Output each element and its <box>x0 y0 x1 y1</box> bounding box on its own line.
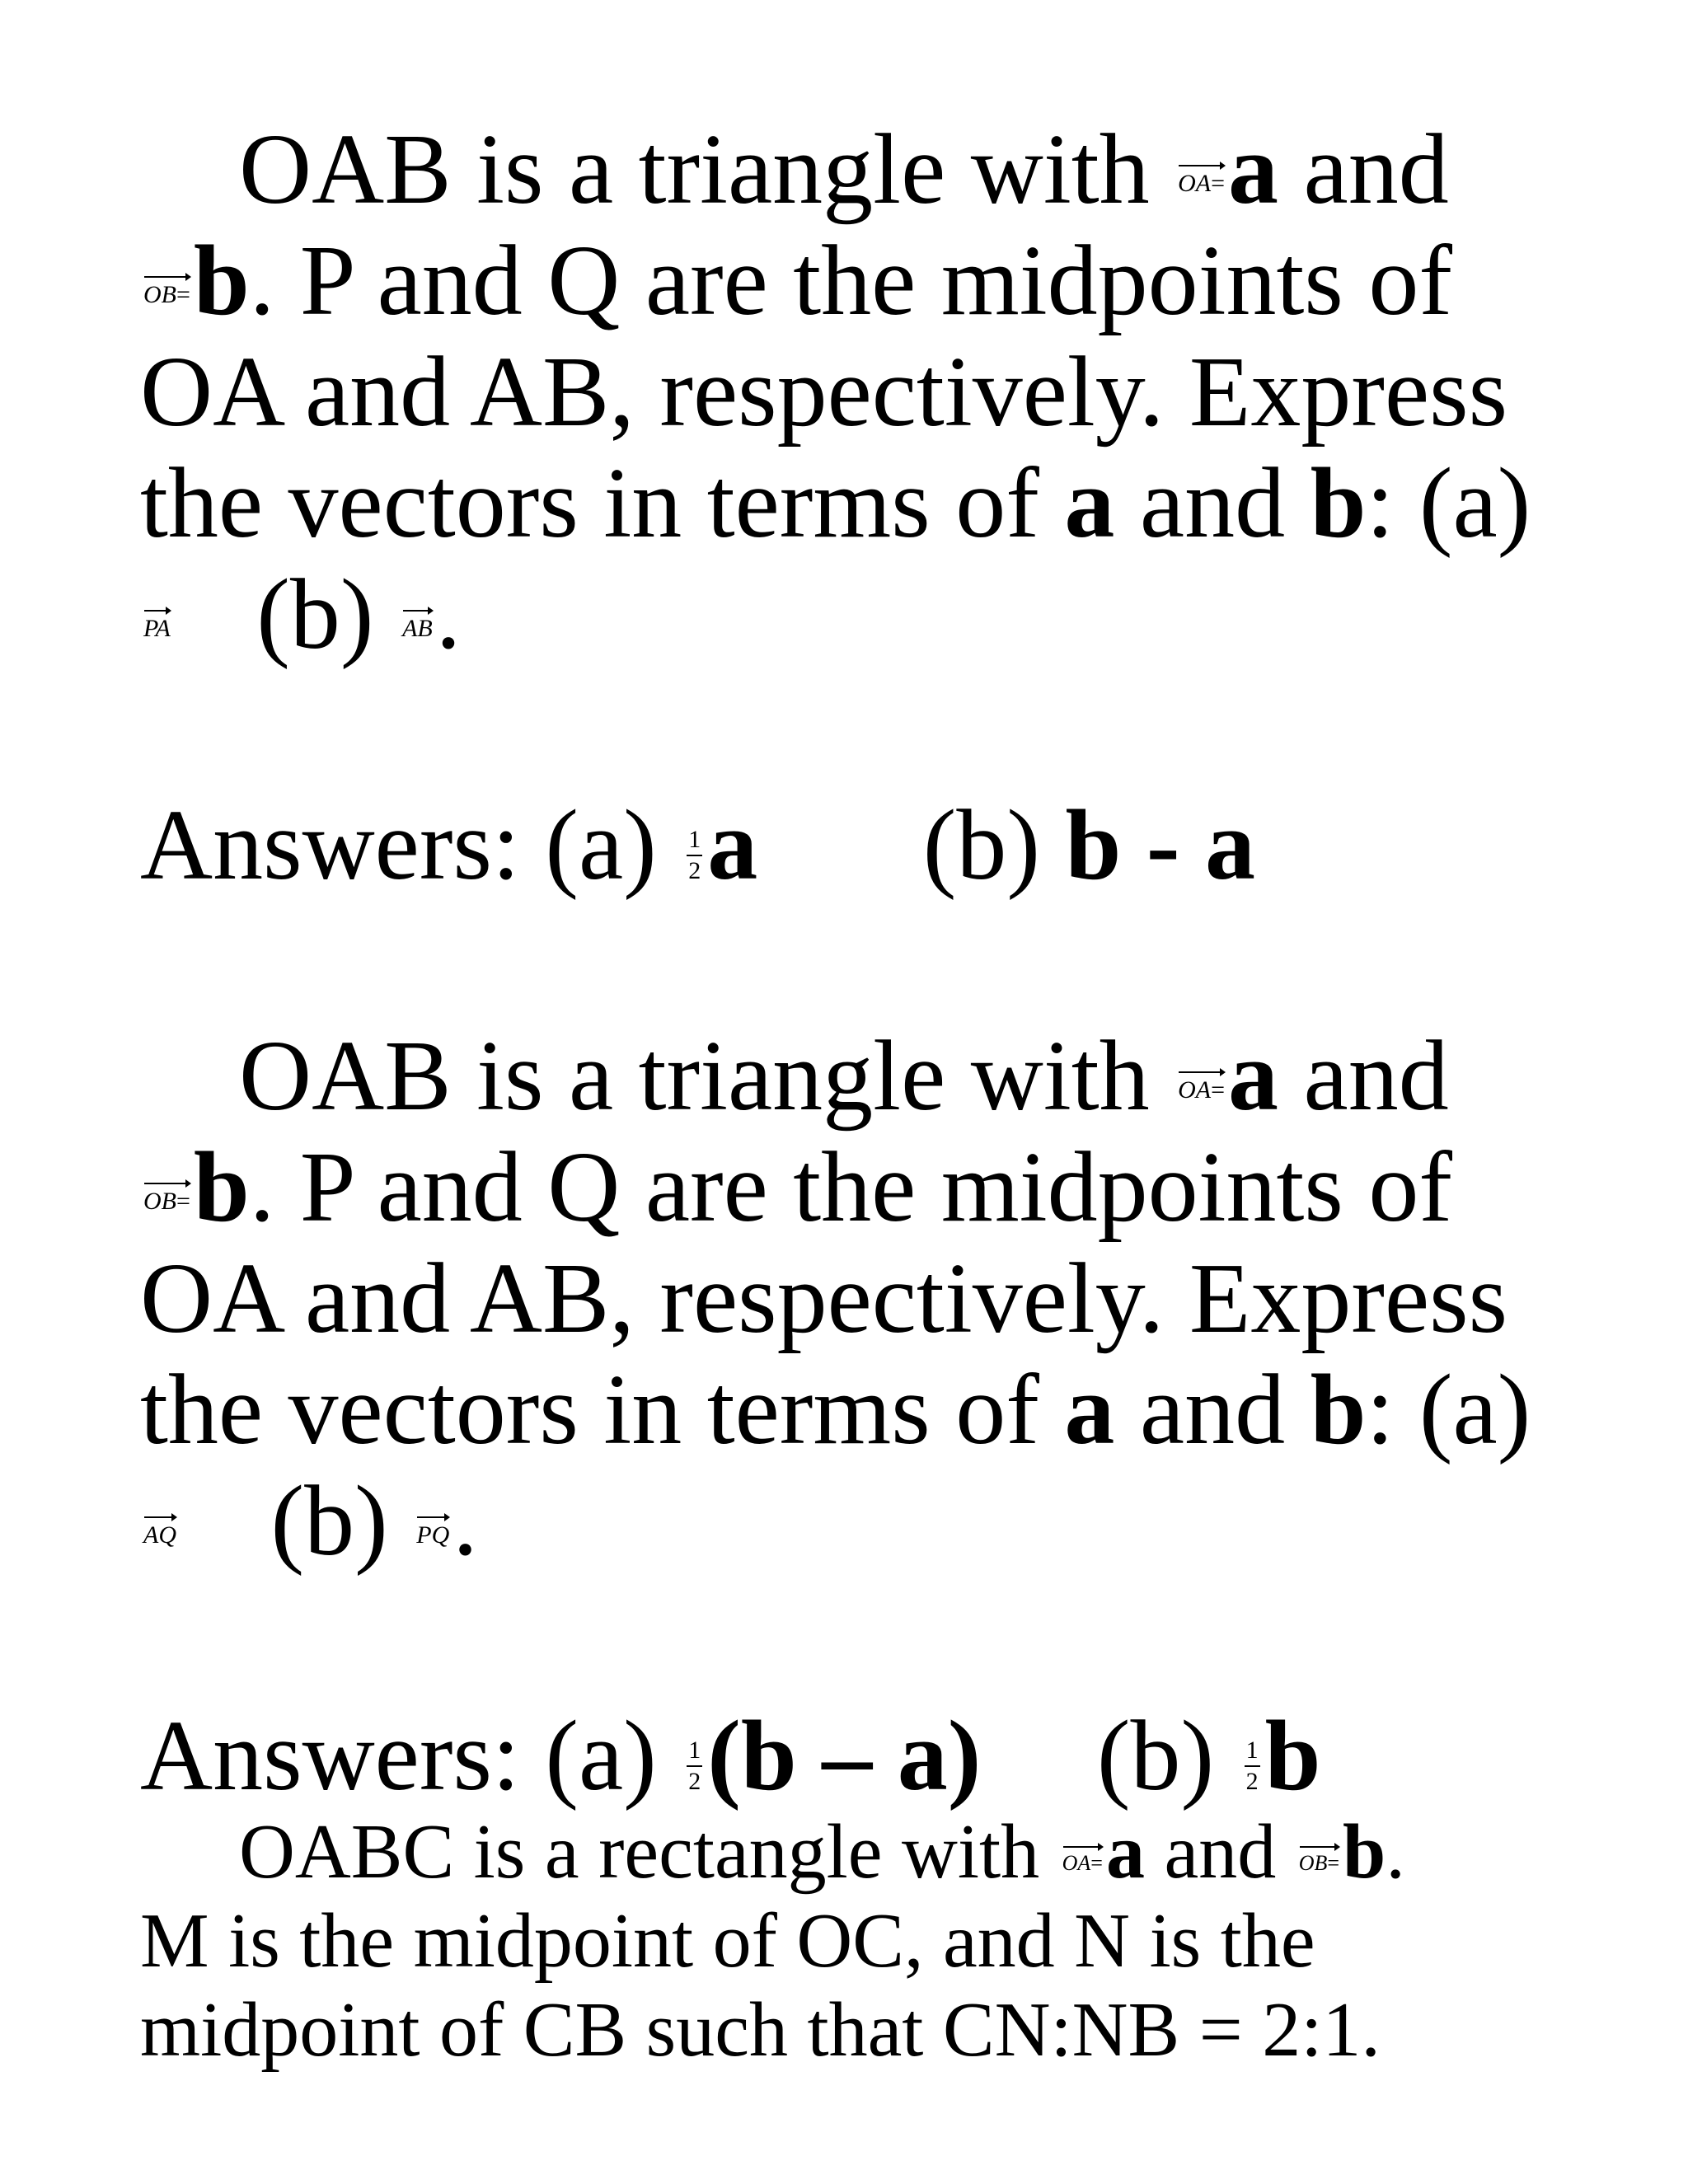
vector-ob: OB= <box>1299 1844 1339 1874</box>
vector-pq: PQ <box>416 1515 449 1548</box>
problem-2-line-4: the vectors in terms of a and b: (a) <box>140 1354 1531 1465</box>
vector-ob: OB= <box>143 1181 190 1214</box>
problem-2-line-2: OB=b. P and Q are the midpoints of <box>143 1132 1453 1243</box>
vector-ab: AB <box>402 608 433 641</box>
problem-2-line-3: OA and AB, respectively. Express <box>140 1243 1508 1354</box>
problem-3-line-3: midpoint of CB such that CN:NB = 2:1. <box>140 1987 1381 2073</box>
problem-1-line-3: OA and AB, respectively. Express <box>140 336 1508 448</box>
answers-2-line: Answers: (a) $\frac{1}{2}$ (b – a) (b) $\frac{1}{2}$ b <box>140 1700 1321 1811</box>
fraction-half: $\frac{1}{2}$ <box>688 1736 701 1795</box>
problem-2-line-1: OAB is a triangle with OA=a and <box>239 1020 1449 1132</box>
vector-oa: OA= <box>1178 163 1225 196</box>
vector-aq: AQ <box>143 1515 176 1548</box>
vector-oa: OA= <box>1178 1070 1225 1103</box>
problem-3-line-1: OABC is a rectangle with OA=a and OB=b. <box>239 1809 1405 1895</box>
problem-1-line-1: OAB is a triangle with OA=a and <box>239 114 1449 225</box>
vector-oa: OA= <box>1062 1844 1103 1874</box>
problem-1-line-5: PA (b) AB. <box>143 559 462 670</box>
vector-pa: PA <box>143 608 171 641</box>
problem-1-line-4: the vectors in terms of a and b: (a) <box>140 448 1531 559</box>
fraction-half: $\frac{1}{2}$ <box>688 826 701 884</box>
problem-1-line-2: OB=b. P and Q are the midpoints of <box>143 225 1453 336</box>
problem-3-line-2: M is the midpoint of OC, and N is the <box>140 1898 1315 1984</box>
vector-ob: OB= <box>143 274 190 307</box>
fraction-half-b: $\frac{1}{2}$ <box>1245 1736 1259 1795</box>
answers-1-line: Answers: (a) $\frac{1}{2}$ a (b) b - a <box>140 790 1255 901</box>
problem-2-line-5: AQ (b) PQ. <box>143 1465 478 1577</box>
